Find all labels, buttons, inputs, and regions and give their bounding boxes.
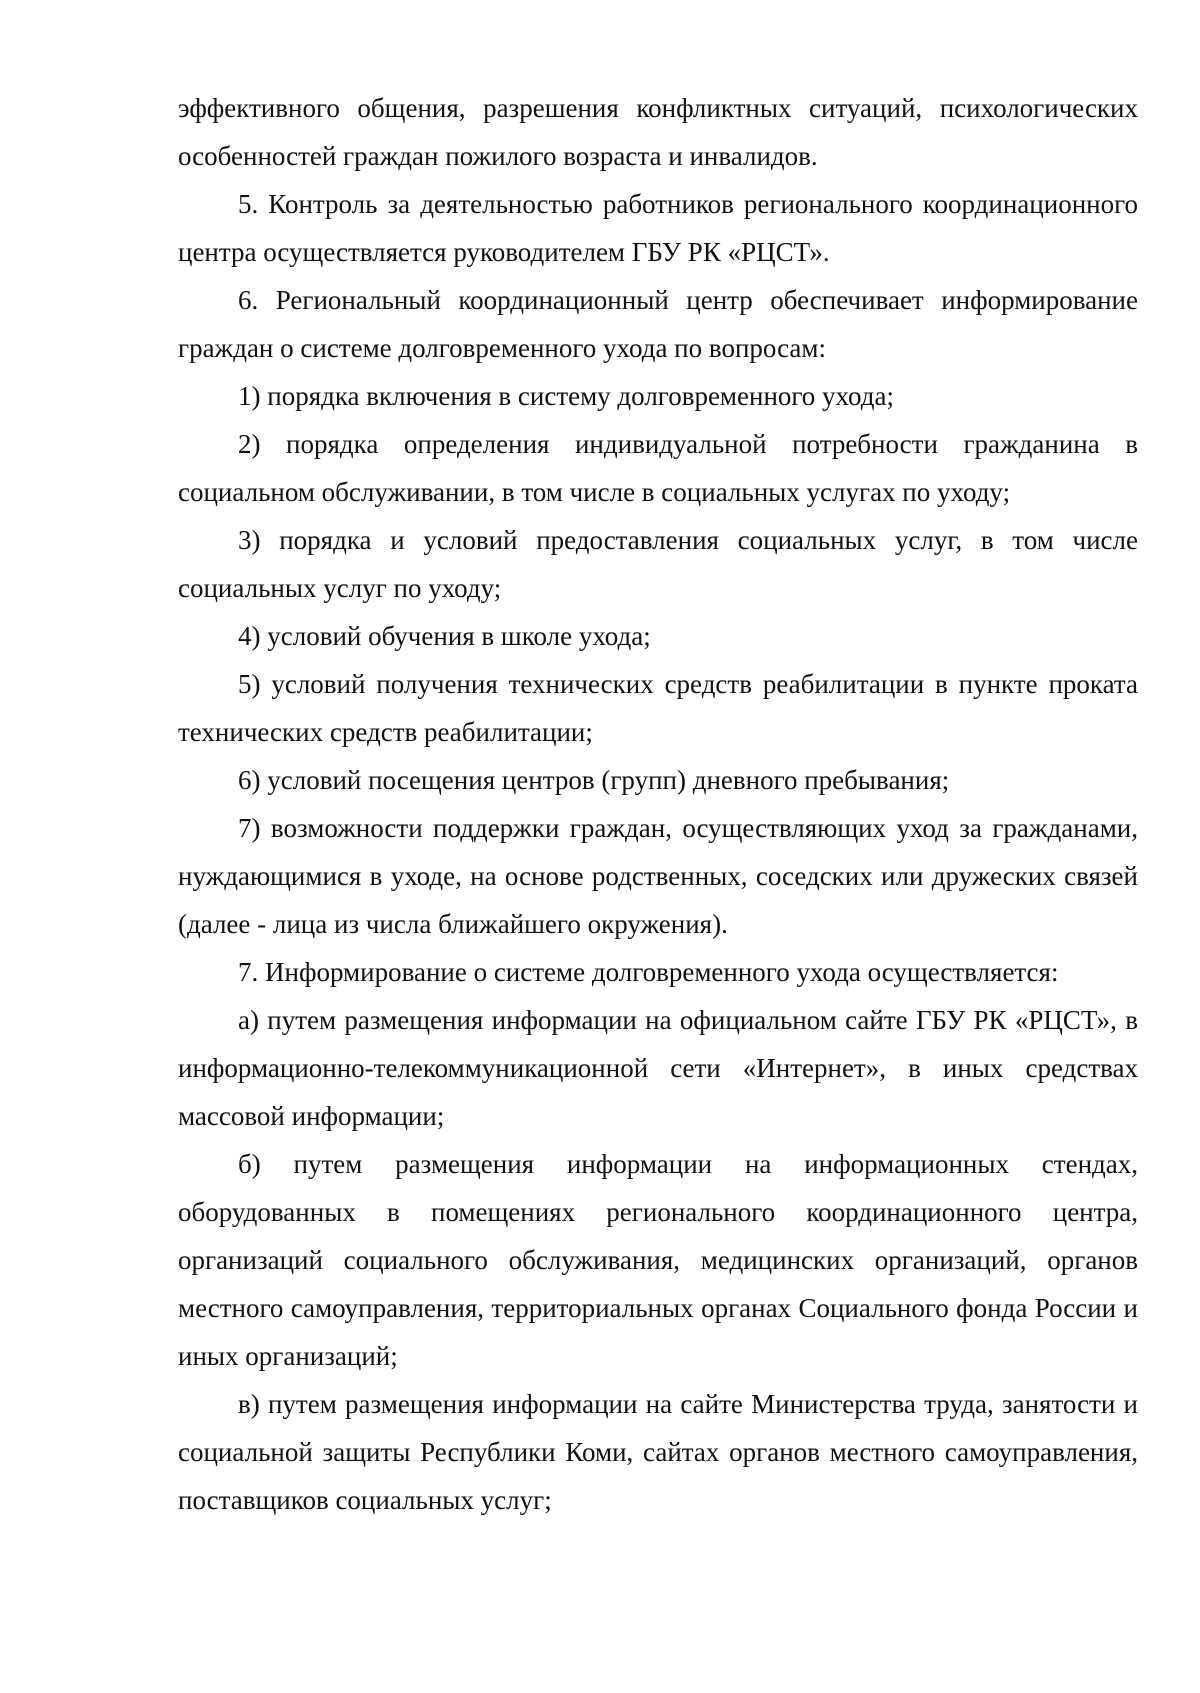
list-item-7-a: а) путем размещения информации на официальном сайте ГБУ РК «РЦСТ», в информационно-телекоммуникационной сети «Интернет», в иных средствах массовой информации; — [178, 1005, 1138, 1131]
list-item-6-3: 3) порядка и условий предоставления социальных услуг, в том числе социальных услуг по уходу; — [178, 525, 1138, 603]
list-item-6-4: 4) условий обучения в школе ухода; — [238, 621, 651, 651]
list-item-7-v: в) путем размещения информации на сайте Министерства труда, занятости и социальной защиты Республики Коми, сайтах органов местного самоуправления, поставщиков социальных услуг; — [178, 1389, 1138, 1515]
document-body — [178, 84, 1138, 1524]
paragraph-continuation: эффективного общения, разрешения конфликтных ситуаций, психологических особенностей граждан пожилого возраста и инвалидов. — [178, 93, 1138, 171]
paragraph-item-7: 7. Информирование о системе долговременного ухода осуществляется: — [238, 957, 1059, 987]
paragraph-item-6: 6. Региональный координационный центр обеспечивает информирование граждан о системе долговременного ухода по вопросам: — [178, 285, 1138, 363]
list-item-6-6: 6) условий посещения центров (групп) дневного пребывания; — [238, 765, 950, 795]
list-item-6-7: 7) возможности поддержки граждан, осуществляющих уход за гражданами, нуждающимися в уходе, на основе родственных, соседских или дружеских связей (далее - лица из числа ближайшего окружения). — [178, 813, 1138, 939]
paragraph-item-5: 5. Контроль за деятельностью работников регионального координационного центра осуществляется руководителем ГБУ РК «РЦСТ». — [178, 189, 1138, 267]
list-item-6-5: 5) условий получения технических средств реабилитации в пункте проката технических средств реабилитации; — [178, 669, 1138, 747]
list-item-6-2: 2) порядка определения индивидуальной потребности гражданина в социальном обслуживании, в том числе в социальных услугах по уходу; — [178, 429, 1138, 507]
list-item-6-1: 1) порядка включения в систему долговременного ухода; — [238, 381, 894, 411]
list-item-7-b: б) путем размещения информации на информационных стендах, оборудованных в помещениях регионального координационного центра, организаций социального обслуживания, медицинских организаций, органов местного самоуправления, территориальных органах Социального фонда России и иных организаций; — [178, 1149, 1138, 1371]
